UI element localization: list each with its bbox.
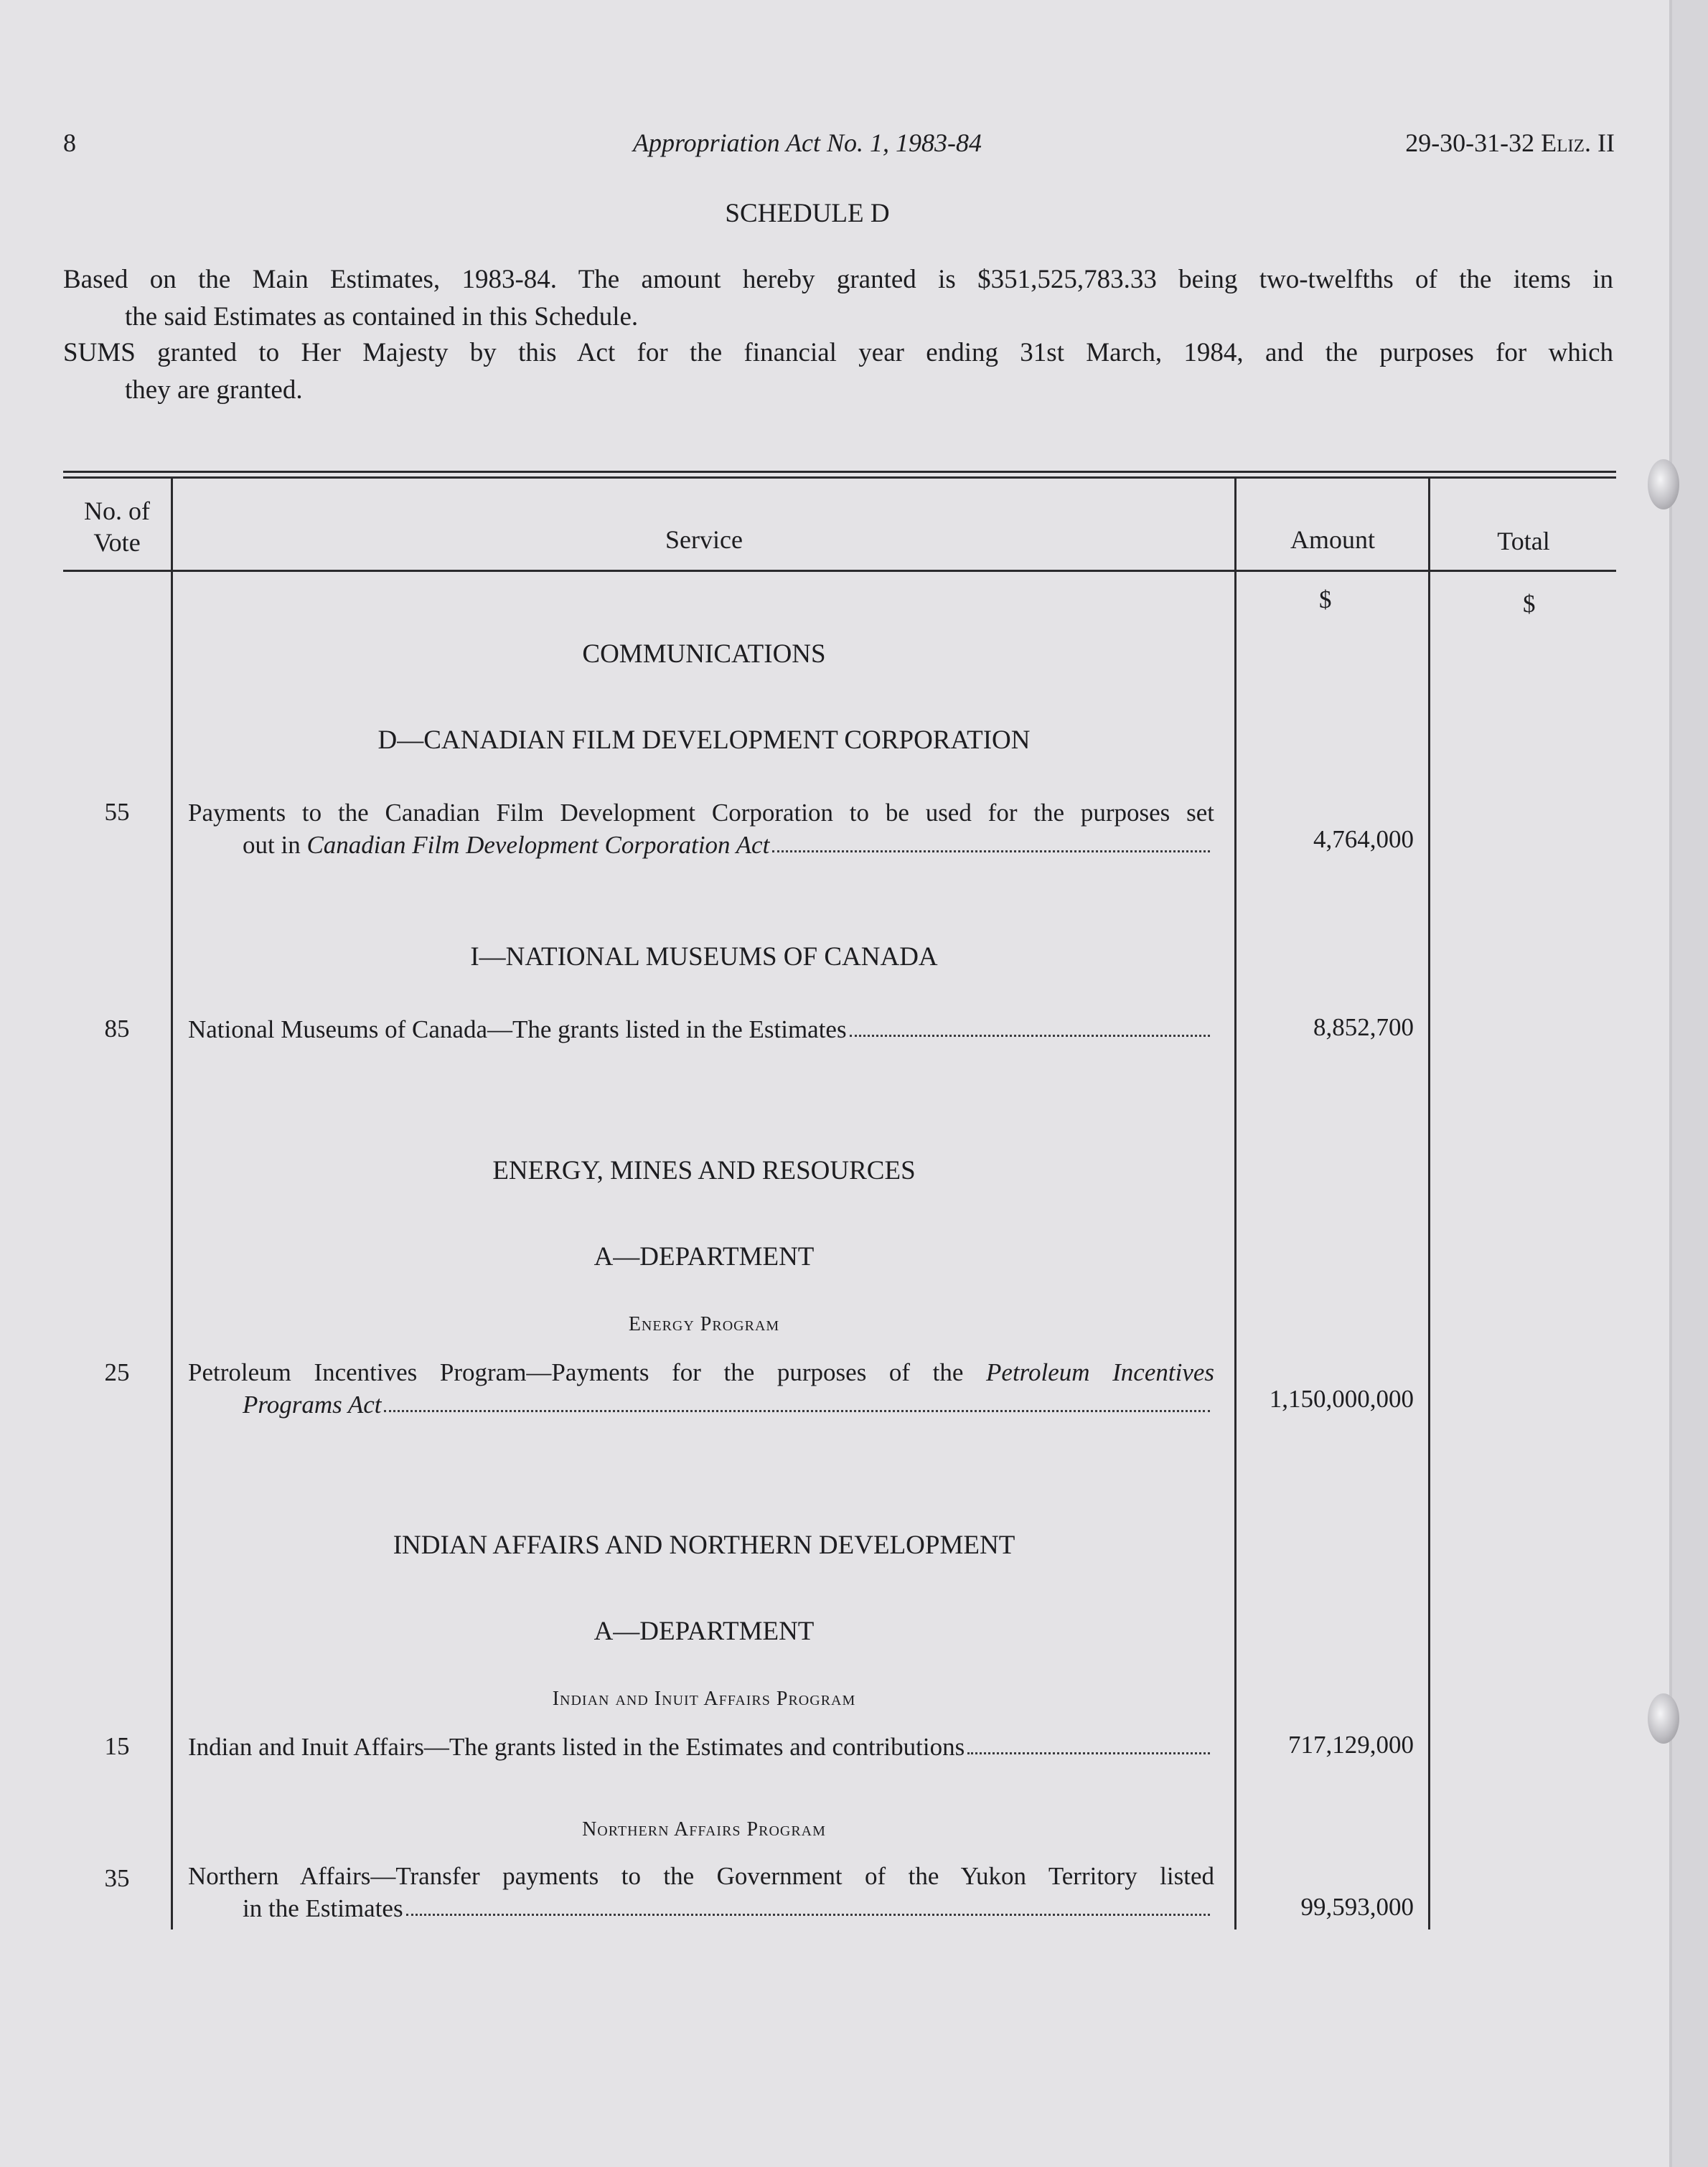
leader-dots — [384, 1388, 1210, 1412]
intro-paragraph-1 — [63, 261, 1613, 336]
adjacent-page-edge — [1672, 0, 1708, 2167]
page-edge-line — [1669, 0, 1672, 2167]
amount-vote-15: 717,129,000 — [1288, 1731, 1414, 1759]
service-vote-55 — [188, 796, 1214, 861]
table-top-rule — [63, 471, 1616, 473]
service-85-line1 — [188, 1013, 1214, 1045]
leader-dots — [772, 829, 1210, 852]
section-indian-affairs: INDIAN AFFAIRS AND NORTHERN DEVELOPMENT — [393, 1531, 1015, 1560]
header-amount: Amount — [1290, 525, 1375, 554]
amount-vote-85: 8,852,700 — [1313, 1013, 1414, 1041]
schedule-title: SCHEDULE D — [725, 199, 890, 228]
vote-35: 35 — [104, 1864, 130, 1892]
header-service: Service — [665, 525, 743, 554]
subsection-energy-program: Energy Program — [628, 1313, 780, 1335]
intro-p2-line1: SUMS granted to Her Majesty by this Act for the financial year ending 31st March, 1984, and the purposes for which — [63, 338, 1613, 367]
leader-dots — [406, 1892, 1210, 1916]
service-15-line1 — [188, 1731, 1214, 1763]
service-25-line1 — [188, 1356, 1214, 1388]
section-museums: I—NATIONAL MUSEUMS OF CANADA — [470, 942, 938, 972]
column-divider-vote — [171, 476, 173, 1929]
header-vote — [63, 495, 171, 558]
vote-15: 15 — [104, 1732, 130, 1760]
service-55-line2 — [188, 829, 1214, 861]
amount-vote-55: 4,764,000 — [1313, 825, 1414, 853]
vote-55: 55 — [104, 798, 130, 826]
header-total: Total — [1497, 527, 1550, 555]
section-cfdc: D—CANADIAN FILM DEVELOPMENT CORPORATION — [377, 725, 1031, 755]
service-25-line1-pre: Petroleum Incentives Program—Payments for the purposes of the — [188, 1358, 987, 1386]
leader-dots — [967, 1731, 1210, 1754]
subsection-northern-program: Northern Affairs Program — [582, 1818, 826, 1841]
service-55-act-name: Canadian Film Development Corporation Act — [306, 831, 770, 859]
service-vote-35 — [188, 1860, 1214, 1924]
table-header-rule — [63, 570, 1616, 572]
binding-hole-bottom — [1648, 1693, 1679, 1744]
service-15-text: Indian and Inuit Affairs—The grants listed in the Estimates and contributions — [188, 1733, 965, 1761]
service-vote-15 — [188, 1731, 1214, 1763]
service-35-line1: Northern Affairs—Transfer payments to the Government of the Yukon Territory listed — [188, 1862, 1214, 1890]
section-indian-department: A—DEPARTMENT — [593, 1617, 815, 1646]
header-vote-line1: No. of — [84, 497, 150, 525]
intro-paragraph-2 — [63, 334, 1613, 409]
amount-vote-35: 99,593,000 — [1300, 1893, 1414, 1921]
intro-p1-line1: Based on the Main Estimates, 1983-84. The amount hereby granted is $351,525,783.33 being two-twelfths of the items in — [63, 265, 1613, 294]
service-35-line2-text: in the Estimates — [243, 1894, 403, 1922]
service-25-line2 — [188, 1388, 1214, 1421]
header-vote-line2: Vote — [93, 528, 141, 557]
service-55-line1: Payments to the Canadian Film Development Corporation to be used for the purposes set — [188, 799, 1214, 827]
binding-hole-top — [1648, 459, 1679, 509]
currency-amount: $ — [1319, 586, 1332, 614]
service-vote-25 — [188, 1356, 1214, 1421]
leader-dots — [850, 1013, 1210, 1037]
vote-25: 25 — [104, 1358, 130, 1386]
column-divider-amount — [1428, 476, 1430, 1929]
amount-vote-25: 1,150,000,000 — [1269, 1385, 1414, 1413]
running-title: Appropriation Act No. 1, 1983-84 — [633, 128, 982, 157]
subsection-inuit-program: Indian and Inuit Affairs Program — [552, 1688, 856, 1710]
service-25-act-name-part1: Petroleum Incentives — [986, 1358, 1215, 1386]
service-vote-85 — [188, 1013, 1214, 1045]
column-divider-service — [1234, 476, 1237, 1929]
regnal-year: 29-30-31-32 Eliz. II — [1405, 128, 1615, 157]
table-top-rule-2 — [63, 476, 1616, 479]
service-55-line2-pre: out in — [243, 831, 307, 859]
service-35-line2 — [188, 1892, 1214, 1924]
service-25-act-name-part2: Programs Act — [243, 1391, 382, 1419]
vote-85: 85 — [104, 1015, 130, 1043]
service-85-text: National Museums of Canada—The grants listed in the Estimates — [188, 1015, 847, 1043]
intro-p2-line2: they are granted. — [125, 375, 303, 405]
section-energy-department: A—DEPARTMENT — [593, 1242, 815, 1271]
page-number: 8 — [63, 128, 76, 157]
intro-p1-line2: the said Estimates as contained in this Schedule. — [125, 302, 639, 332]
currency-total: $ — [1523, 590, 1536, 618]
section-energy: ENERGY, MINES AND RESOURCES — [492, 1156, 916, 1185]
section-communications: COMMUNICATIONS — [582, 639, 826, 669]
